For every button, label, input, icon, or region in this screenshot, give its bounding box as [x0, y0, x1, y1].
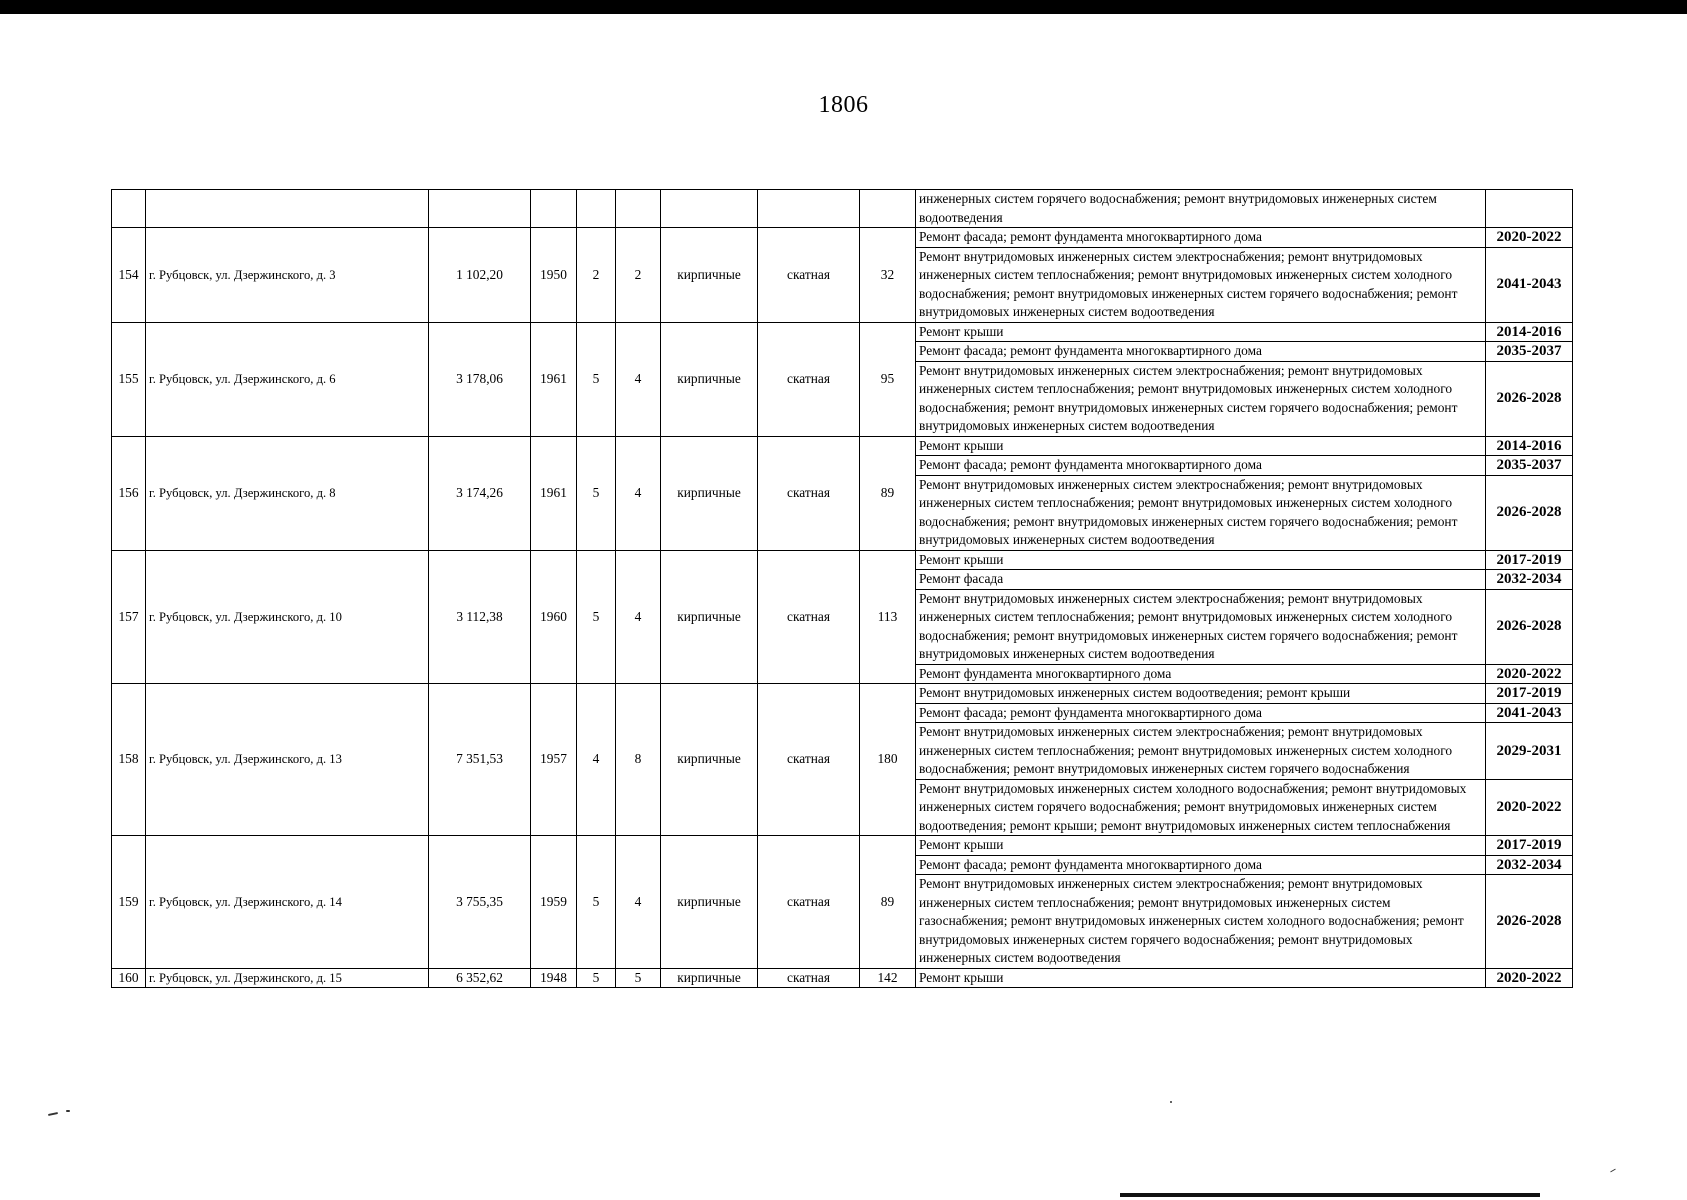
cell-works: инженерных систем горячего водоснабжения; ремонт внутридомовых инженерных систем водоотведения [916, 190, 1486, 228]
table-row [112, 550, 1573, 570]
page-number: 1806 [818, 92, 869, 118]
cell-period: 2032-2034 [1486, 855, 1573, 875]
cell-works: Ремонт крыши [916, 436, 1486, 456]
cell-address: г. Рубцовск, ул. Дзержинского, д. 8 [146, 436, 429, 550]
cell-year [531, 190, 577, 228]
cell-works: Ремонт фасада; ремонт фундамента многоквартирного дома [916, 855, 1486, 875]
cell-roof [758, 190, 860, 228]
cell-period: 2041-2043 [1486, 703, 1573, 723]
cell-entrances: 8 [616, 684, 661, 836]
cell-works: Ремонт крыши [916, 550, 1486, 570]
cell-period: 2026-2028 [1486, 589, 1573, 664]
cell-entrances: 4 [616, 436, 661, 550]
cell-period: 2026-2028 [1486, 475, 1573, 550]
cell-num: 155 [112, 322, 146, 436]
cell-address: г. Рубцовск, ул. Дзержинского, д. 14 [146, 836, 429, 969]
cell-works: Ремонт внутридомовых инженерных систем водоотведения; ремонт крыши [916, 684, 1486, 704]
cell-period: 2017-2019 [1486, 550, 1573, 570]
cell-residents [860, 190, 916, 228]
cell-year: 1961 [531, 436, 577, 550]
cell-period: 2014-2016 [1486, 436, 1573, 456]
cell-residents: 113 [860, 550, 916, 684]
cell-period: 2014-2016 [1486, 322, 1573, 342]
cell-works: Ремонт фасада [916, 570, 1486, 590]
table-row [112, 836, 1573, 856]
cell-year: 1950 [531, 228, 577, 323]
cell-period: 2035-2037 [1486, 456, 1573, 476]
cell-roof: скатная [758, 550, 860, 684]
cell-walls: кирпичные [661, 436, 758, 550]
cell-roof: скатная [758, 228, 860, 323]
cell-year: 1960 [531, 550, 577, 684]
cell-entrances: 4 [616, 550, 661, 684]
table-row [112, 968, 1573, 988]
cell-entrances: 2 [616, 228, 661, 323]
scan-speck [48, 1112, 58, 1116]
cell-works: Ремонт внутридомовых инженерных систем холодного водоснабжения; ремонт внутридомовых инженерных систем горячего водоснабжения; ремонт внутридомовых инженерных систем водоотведения; ремонт крыши; ремонт внутридомовых инженерных систем теплоснабжения [916, 779, 1486, 836]
cell-entrances [616, 190, 661, 228]
cell-period [1486, 190, 1573, 228]
cell-residents: 89 [860, 436, 916, 550]
cell-walls: кирпичные [661, 968, 758, 988]
cell-period: 2020-2022 [1486, 664, 1573, 684]
cell-num [112, 190, 146, 228]
cell-residents: 32 [860, 228, 916, 323]
cell-roof: скатная [758, 684, 860, 836]
cell-walls: кирпичные [661, 836, 758, 969]
cell-walls: кирпичные [661, 228, 758, 323]
cell-floors: 5 [577, 550, 616, 684]
cell-walls: кирпичные [661, 684, 758, 836]
cell-works: Ремонт фасада; ремонт фундамента многоквартирного дома [916, 342, 1486, 362]
cell-works: Ремонт внутридомовых инженерных систем электроснабжения; ремонт внутридомовых инженерных систем теплоснабжения; ремонт внутридомовых инженерных систем холодного водоснабжения; ремонт внутридомовых инженерных систем горячего водоснабжения [916, 723, 1486, 780]
cell-address: г. Рубцовск, ул. Дзержинского, д. 10 [146, 550, 429, 684]
cell-num: 157 [112, 550, 146, 684]
cell-period: 2020-2022 [1486, 968, 1573, 988]
cell-period: 2026-2028 [1486, 875, 1573, 969]
table-row [112, 684, 1573, 704]
cell-area: 3 174,26 [429, 436, 531, 550]
cell-period: 2035-2037 [1486, 342, 1573, 362]
scan-speck [1610, 1169, 1616, 1173]
cell-period: 2026-2028 [1486, 361, 1573, 436]
scan-speck [1170, 1101, 1172, 1103]
table-row [112, 436, 1573, 456]
cell-residents: 89 [860, 836, 916, 969]
cell-floors: 4 [577, 684, 616, 836]
cell-period: 2029-2031 [1486, 723, 1573, 780]
cell-address: г. Рубцовск, ул. Дзержинского, д. 15 [146, 968, 429, 988]
scan-top-border [0, 0, 1687, 14]
cell-entrances: 5 [616, 968, 661, 988]
cell-floors: 2 [577, 228, 616, 323]
cell-works: Ремонт фундамента многоквартирного дома [916, 664, 1486, 684]
cell-works: Ремонт крыши [916, 968, 1486, 988]
cell-period: 2020-2022 [1486, 228, 1573, 248]
cell-works: Ремонт фасада; ремонт фундамента многоквартирного дома [916, 703, 1486, 723]
cell-area: 7 351,53 [429, 684, 531, 836]
cell-residents: 95 [860, 322, 916, 436]
cell-num: 156 [112, 436, 146, 550]
cell-floors: 5 [577, 322, 616, 436]
cell-area: 3 112,38 [429, 550, 531, 684]
scan-speck [66, 1110, 70, 1112]
housing-repair-table [111, 189, 1573, 988]
cell-roof: скатная [758, 436, 860, 550]
scan-bottom-line [1120, 1193, 1540, 1197]
cell-year: 1957 [531, 684, 577, 836]
cell-works: Ремонт внутридомовых инженерных систем электроснабжения; ремонт внутридомовых инженерных систем теплоснабжения; ремонт внутридомовых инженерных систем газоснабжения; ремонт внутридомовых инженерных систем холодного водоснабжения; ремонт внутридомовых инженерных систем горячего водоснабжения; ремонт внутридомовых инженерных систем водоотведения [916, 875, 1486, 969]
continuation-row [112, 190, 1573, 228]
cell-works: Ремонт фасада; ремонт фундамента многоквартирного дома [916, 456, 1486, 476]
cell-num: 158 [112, 684, 146, 836]
table-row [112, 322, 1573, 342]
cell-num: 159 [112, 836, 146, 969]
cell-roof: скатная [758, 836, 860, 969]
cell-year: 1959 [531, 836, 577, 969]
cell-period: 2032-2034 [1486, 570, 1573, 590]
cell-num: 160 [112, 968, 146, 988]
cell-address [146, 190, 429, 228]
cell-works: Ремонт внутридомовых инженерных систем электроснабжения; ремонт внутридомовых инженерных систем теплоснабжения; ремонт внутридомовых инженерных систем холодного водоснабжения; ремонт внутридомовых инженерных систем горячего водоснабжения; ремонт внутридомовых инженерных систем водоотведения [916, 361, 1486, 436]
cell-residents: 142 [860, 968, 916, 988]
cell-roof: скатная [758, 322, 860, 436]
cell-floors: 5 [577, 836, 616, 969]
cell-works: Ремонт крыши [916, 322, 1486, 342]
cell-works: Ремонт внутридомовых инженерных систем электроснабжения; ремонт внутридомовых инженерных систем теплоснабжения; ремонт внутридомовых инженерных систем холодного водоснабжения; ремонт внутридомовых инженерных систем горячего водоснабжения; ремонт внутридомовых инженерных систем водоотведения [916, 589, 1486, 664]
cell-address: г. Рубцовск, ул. Дзержинского, д. 6 [146, 322, 429, 436]
cell-year: 1961 [531, 322, 577, 436]
cell-area: 1 102,20 [429, 228, 531, 323]
cell-entrances: 4 [616, 322, 661, 436]
cell-address: г. Рубцовск, ул. Дзержинского, д. 3 [146, 228, 429, 323]
cell-period: 2017-2019 [1486, 836, 1573, 856]
table-row [112, 228, 1573, 248]
cell-period: 2017-2019 [1486, 684, 1573, 704]
cell-floors [577, 190, 616, 228]
cell-area [429, 190, 531, 228]
cell-works: Ремонт внутридомовых инженерных систем электроснабжения; ремонт внутридомовых инженерных систем теплоснабжения; ремонт внутридомовых инженерных систем холодного водоснабжения; ремонт внутридомовых инженерных систем горячего водоснабжения; ремонт внутридомовых инженерных систем водоотведения [916, 475, 1486, 550]
cell-walls: кирпичные [661, 550, 758, 684]
cell-period: 2020-2022 [1486, 779, 1573, 836]
cell-floors: 5 [577, 436, 616, 550]
cell-num: 154 [112, 228, 146, 323]
cell-entrances: 4 [616, 836, 661, 969]
cell-works: Ремонт внутридомовых инженерных систем электроснабжения; ремонт внутридомовых инженерных систем теплоснабжения; ремонт внутридомовых инженерных систем холодного водоснабжения; ремонт внутридомовых инженерных систем горячего водоснабжения; ремонт внутридомовых инженерных систем водоотведения [916, 247, 1486, 322]
cell-period: 2041-2043 [1486, 247, 1573, 322]
cell-works: Ремонт фасада; ремонт фундамента многоквартирного дома [916, 228, 1486, 248]
cell-area: 3 755,35 [429, 836, 531, 969]
cell-address: г. Рубцовск, ул. Дзержинского, д. 13 [146, 684, 429, 836]
cell-area: 3 178,06 [429, 322, 531, 436]
cell-roof: скатная [758, 968, 860, 988]
cell-year: 1948 [531, 968, 577, 988]
cell-walls [661, 190, 758, 228]
cell-floors: 5 [577, 968, 616, 988]
cell-walls: кирпичные [661, 322, 758, 436]
cell-area: 6 352,62 [429, 968, 531, 988]
cell-residents: 180 [860, 684, 916, 836]
table-body [112, 190, 1573, 988]
cell-works: Ремонт крыши [916, 836, 1486, 856]
